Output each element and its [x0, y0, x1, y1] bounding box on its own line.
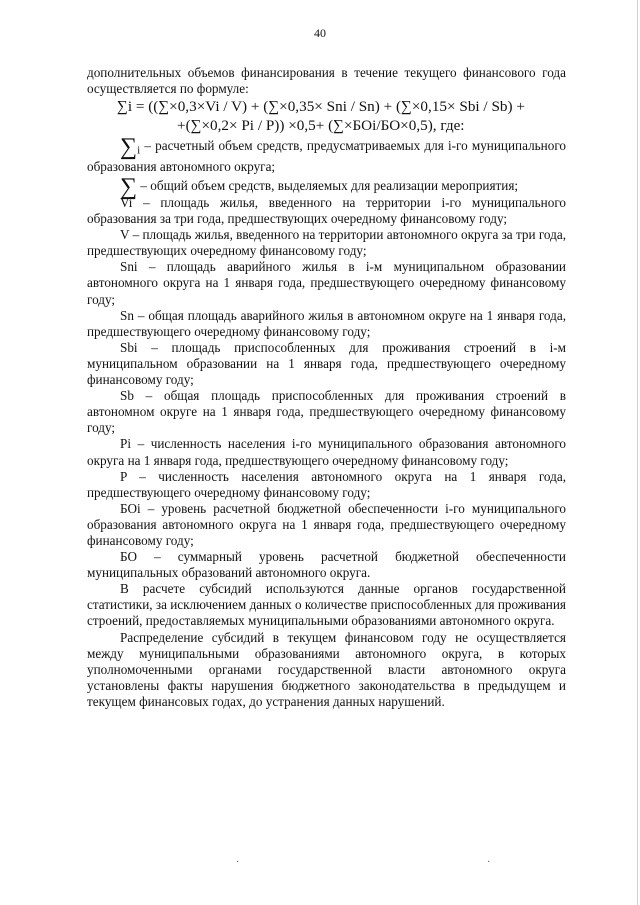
bo-definition: БО – суммарный уровень расчетной бюджетной обеспеченности муниципальных образований автономного округа.: [87, 549, 566, 581]
sbi-definition: Sbi – площадь приспособленных для проживания строений в i-м муниципальном образовании на 1 января года, предшествующего очередному финансовому году;: [87, 339, 566, 388]
distribution-paragraph: Распределение субсидий в текущем финансовом году не осуществляется между муниципальными образованиями автономного округа, в которых уполномоченными органами государственной власти автономного округа установлены факты нарушения бюджетного законодательства в предыдущем и текущем финансовых годах, до устранения данных нарушений.: [87, 629, 566, 709]
p-definition: P – численность населения автономного округа на 1 января года, предшествующего очередному финансовому году;: [87, 468, 566, 500]
sum-definition: [87, 174, 566, 201]
sb-definition: Sb – общая площадь приспособленных для проживания строений в автономном округе на 1 января года, предшествующего очередному финансовому году;: [87, 388, 566, 436]
intro-paragraph: дополнительных объемов финансирования в течение текущего финансового года осуществляется по формуле:: [87, 65, 566, 97]
scan-edge-line: [637, 0, 638, 905]
statistics-paragraph: В расчете субсидий используются данные органов государственной статистики, за исключением данных о количестве приспособленных для проживания строений, предоставляемых муниципальными образованиями автономного округа.: [87, 581, 566, 629]
sni-definition: Sni – площадь аварийного жилья в i-м муниципальном образовании автономного округа на 1 января года, предшествующего очередному финансовому году;: [87, 259, 566, 307]
sum-i-subscript: i: [137, 144, 141, 157]
sum-i-text: – расчетный объем средств, предусматриваемых для i-го муниципального образования автономного округа;: [87, 138, 566, 174]
v-definition: V – площадь жилья, введенного на территории автономного округа за три года, предшествующих очередному финансовому году;: [87, 227, 566, 259]
sum-symbol: ∑: [120, 174, 138, 201]
formula-line-2: +(∑×0,2× Pi / P)) ×0,5+ (∑×БОi/БО×0,5), где:: [177, 116, 465, 134]
scan-speck: ·: [236, 857, 240, 868]
sn-definition: Sn – общая площадь аварийного жилья в автономном округе на 1 января года, предшествующего очередному финансовому году;: [87, 307, 566, 339]
pi-definition: Pi – численность населения i-го муниципального образования автономного округа на 1 января года, предшествующего очередному финансовому году;: [87, 436, 566, 468]
formula-line-1: ∑i = ((∑×0,3×Vi / V) + (∑×0,35× Sni / Sn) + (∑×0,15× Sbi / Sb) +: [117, 98, 525, 116]
boi-definition: БОi – уровень расчетной бюджетной обеспеченности i-го муниципального образования автономного округа на 1 января года, предшествующего очередному финансовому году;: [87, 500, 566, 548]
scan-speck: ·: [487, 857, 491, 868]
page-content: [87, 65, 566, 710]
formula: [87, 98, 566, 135]
sum-i-definition: [87, 134, 566, 175]
vi-definition: Vi – площадь жилья, введенного на территории i-го муниципального образования за три года, предшествующих очередному финансовому году;: [87, 195, 566, 227]
sum-text: – общий объем средств, выделяемых для реализации мероприятия;: [137, 178, 519, 194]
page-number: 40: [314, 26, 326, 40]
sum-i-symbol: ∑: [120, 134, 138, 161]
